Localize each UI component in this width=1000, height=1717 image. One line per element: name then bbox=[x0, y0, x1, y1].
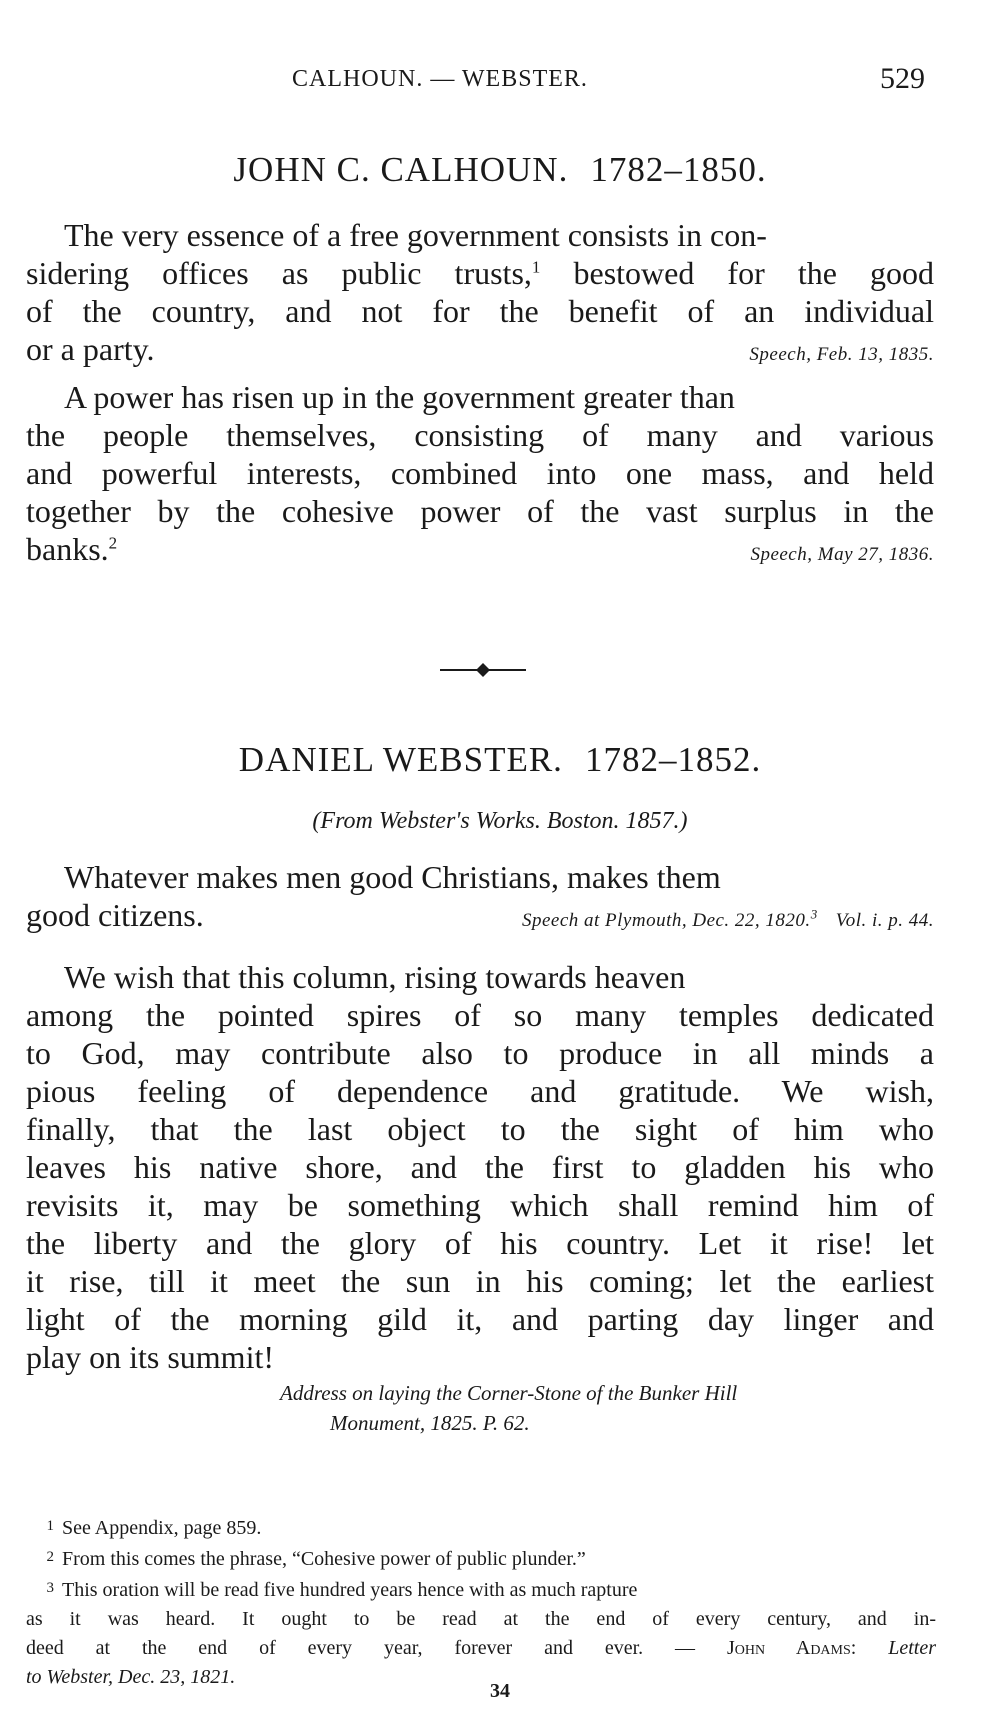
footnote-3 bbox=[26, 1574, 936, 1692]
text-line: play on its summit! bbox=[26, 1339, 274, 1375]
footnote-ref-3: 3 bbox=[810, 906, 818, 922]
text-line: and powerful interests, combined into one mass, and held bbox=[26, 455, 934, 491]
text-line: Whatever makes men good Christians, makes them bbox=[64, 859, 721, 895]
text-line: the liberty and the glory of his country. Let it rise! let bbox=[26, 1225, 934, 1261]
citation-volume: Vol. i. p. 44. bbox=[835, 910, 934, 931]
text-line: the people themselves, consisting of many and various bbox=[26, 417, 934, 453]
text-line: together by the cohesive power of the vast surplus in the bbox=[26, 493, 934, 529]
footnote-number: 3 bbox=[46, 1580, 54, 1596]
running-title: CALHOUN. — WEBSTER. bbox=[292, 66, 588, 92]
webster-heading bbox=[0, 740, 1000, 780]
webster-source: (From Webster's Works. Boston. 1857.) bbox=[312, 808, 688, 834]
webster-quote-1 bbox=[26, 858, 934, 940]
text-line: We wish that this column, rising towards heaven bbox=[64, 959, 686, 995]
webster-quote-2 bbox=[26, 958, 934, 1376]
footnote-1 bbox=[26, 1512, 936, 1543]
signature-mark: 34 bbox=[490, 1680, 510, 1702]
footnote-text: deed at the end of every year, forever and ever. — bbox=[26, 1637, 696, 1659]
footnote-work: Letter bbox=[888, 1637, 937, 1659]
text-line: pious feeling of dependence and gratitude. We wish, bbox=[26, 1073, 934, 1109]
webster-citation-2-line-1: Address on laying the Corner-Stone of the Bunker Hill bbox=[280, 1381, 738, 1405]
webster-name: DANIEL WEBSTER. bbox=[238, 740, 563, 779]
text-line: sidering offices as public trusts, bbox=[26, 255, 532, 291]
text-line: to God, may contribute also to produce in all minds a bbox=[26, 1035, 934, 1071]
calhoun-name: JOHN C. CALHOUN. bbox=[233, 150, 569, 189]
footnote-text: : bbox=[850, 1637, 857, 1659]
webster-citation-1 bbox=[522, 902, 934, 940]
text-line: revisits it, may be something which shall remind him of bbox=[26, 1187, 934, 1223]
text-line: good citizens. bbox=[26, 897, 204, 933]
text-line: A power has risen up in the government greater than bbox=[64, 379, 735, 415]
citation-text: Speech at Plymouth, Dec. 22, 1820. bbox=[521, 910, 811, 931]
section-divider-ornament bbox=[440, 660, 526, 680]
calhoun-citation-2: Speech, May 27, 1836. bbox=[750, 544, 934, 565]
text-line: finally, that the last object to the sight of him who bbox=[26, 1111, 934, 1147]
footnote-text: See Appendix, page 859. bbox=[62, 1517, 262, 1539]
webster-citation-2-line-2: Monument, 1825. P. 62. bbox=[330, 1411, 530, 1435]
footnotes bbox=[26, 1512, 936, 1692]
text-line: it rise, till it meet the sun in his coming; let the earliest bbox=[26, 1263, 934, 1299]
calhoun-citation-1: Speech, Feb. 13, 1835. bbox=[749, 344, 934, 365]
footnote-text: to Webster, Dec. 23, 1821. bbox=[26, 1666, 236, 1688]
calhoun-quote-1 bbox=[26, 216, 934, 374]
text-line: among the pointed spires of so many temples dedicated bbox=[26, 997, 934, 1033]
footnote-text: as it was heard. It ought to be read at the end of every century, and in- bbox=[26, 1608, 936, 1630]
footnote-number: 1 bbox=[46, 1518, 54, 1534]
footnote-2 bbox=[26, 1543, 936, 1574]
footnote-ref-1: 1 bbox=[531, 257, 541, 277]
text-line: light of the morning gild it, and parting day linger and bbox=[26, 1301, 934, 1337]
footnote-number: 2 bbox=[46, 1549, 54, 1565]
calhoun-quote-2 bbox=[26, 378, 934, 574]
text-line: banks. bbox=[26, 531, 109, 567]
text-line: leaves his native shore, and the first to gladden his who bbox=[26, 1149, 934, 1185]
footnote-text: This oration will be read five hundred years hence with as much rapture bbox=[62, 1579, 638, 1601]
webster-dates: 1782–1852. bbox=[584, 740, 762, 779]
footnote-text: From this comes the phrase, “Cohesive power of public plunder.” bbox=[62, 1548, 586, 1570]
text-line: or a party. bbox=[26, 331, 155, 367]
text-line: of the country, and not for the benefit of an individual bbox=[26, 293, 934, 329]
footnote-ref-2: 2 bbox=[108, 533, 118, 553]
calhoun-dates: 1782–1850. bbox=[590, 150, 767, 189]
text-line: bestowed for the good bbox=[540, 255, 935, 291]
text-line: The very essence of a free government consists in con- bbox=[64, 217, 767, 253]
running-head bbox=[0, 62, 1000, 102]
footnote-author: John Adams bbox=[726, 1637, 851, 1659]
calhoun-heading bbox=[0, 150, 1000, 190]
page-number: 529 bbox=[880, 62, 925, 95]
